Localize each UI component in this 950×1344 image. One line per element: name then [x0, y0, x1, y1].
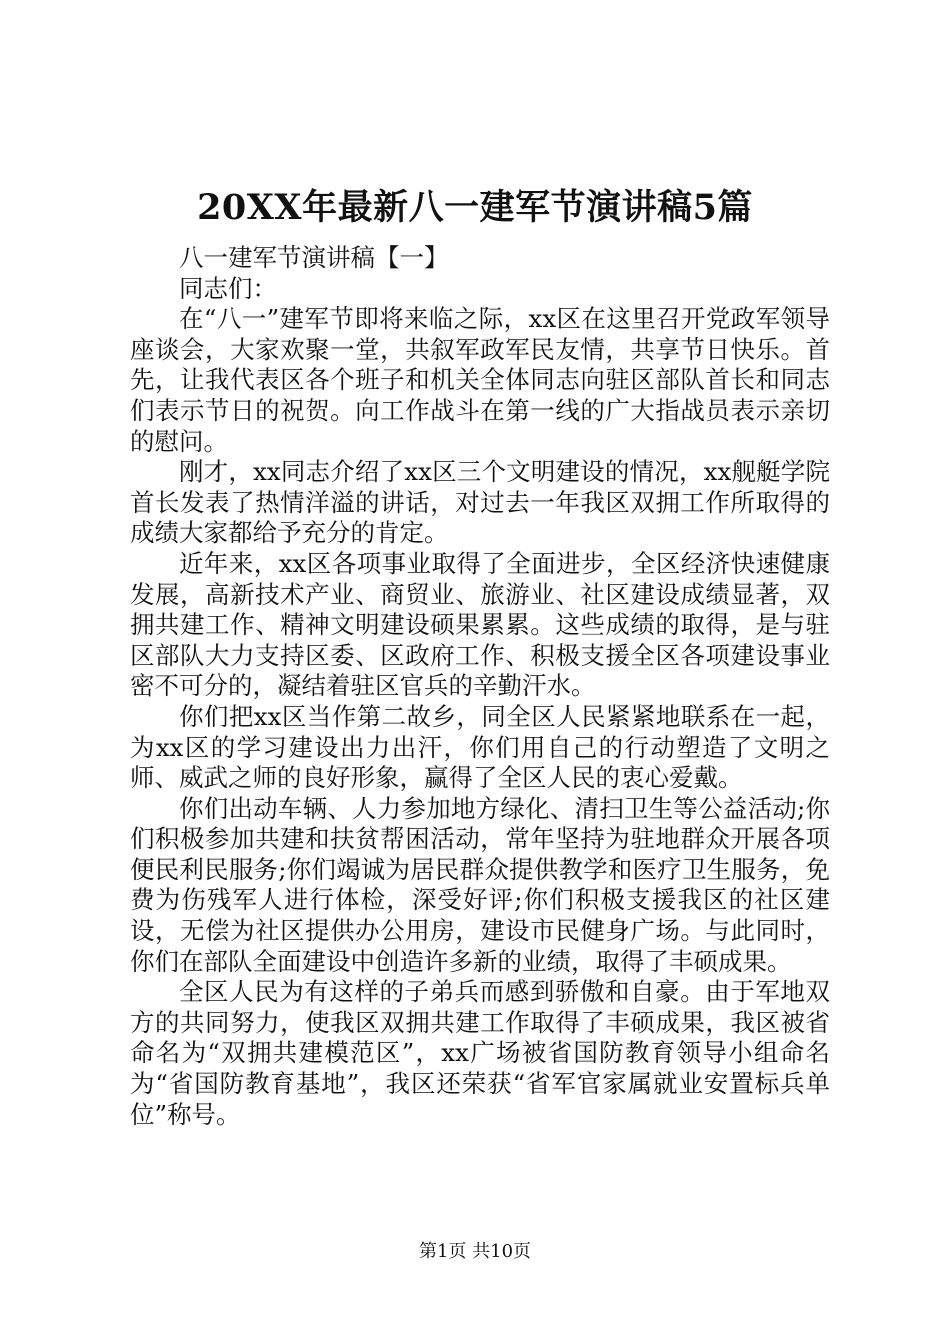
page-footer: 第1页 共10页: [418, 1241, 532, 1262]
salutation: 同志们：: [179, 273, 277, 303]
document-title: 20XX年最新八一建军节演讲稿5篇: [197, 187, 753, 228]
paragraph: 全区人民为有这样的子弟兵而感到骄傲和自豪。由于军地双方的共同努力，使我区双拥共建工作取得了丰硕成果，我区被省命名为“双拥共建模范区”，xx广场被省国防教育领导小组命名为“省国防教育基地”，我区还荣获“省军官家属就业安置标兵单位”称号。: [130, 977, 830, 1129]
document-body: [130, 243, 830, 1130]
section-heading: 八一建军节演讲稿【一】: [179, 243, 449, 272]
paragraph: 刚才，xx同志介绍了xx区三个文明建设的情况，xx舰艇学院首长发表了热情洋溢的讲话，对过去一年我区双拥工作所取得的成绩大家都给予充分的肯定。: [130, 457, 830, 548]
paragraph: 你们出动车辆、人力参加地方绿化、清扫卫生等公益活动;你们积极参加共建和扶贫帮困活动，常年坚持为驻地群众开展各项便民利民服务;你们竭诚为居民群众提供教学和医疗卫生服务，免费为伤残军人进行体检，深受好评;你们积极支援我区的社区建设，无偿为社区提供办公用房，建设市民健身广场。与此同时，你们在部队全面建设中创造许多新的业绩，取得了丰硕成果。: [130, 793, 830, 976]
paragraph: 在“八一”建军节即将来临之际，xx区在这里召开党政军领导座谈会，大家欢聚一堂，共叙军政军民友情，共享节日快乐。首先，让我代表区各个班子和机关全体同志向驻区部队首长和同志们表示节日的祝贺。向工作战斗在第一线的广大指战员表示亲切的慰问。: [130, 304, 830, 456]
paragraph: 近年来，xx区各项事业取得了全面进步，全区经济快速健康发展，高新技术产业、商贸业、旅游业、社区建设成绩显著，双拥共建工作、精神文明建设硕果累累。这些成绩的取得，是与驻区部队大力支持区委、区政府工作、积极支援全区各项建设事业密不可分的，凝结着驻区官兵的辛勤汗水。: [130, 548, 830, 701]
paragraph: 你们把xx区当作第二故乡，同全区人民紧紧地联系在一起，为xx区的学习建设出力出汗，你们用自己的行动塑造了文明之师、威武之师的良好形象，赢得了全区人民的衷心爱戴。: [130, 701, 830, 793]
